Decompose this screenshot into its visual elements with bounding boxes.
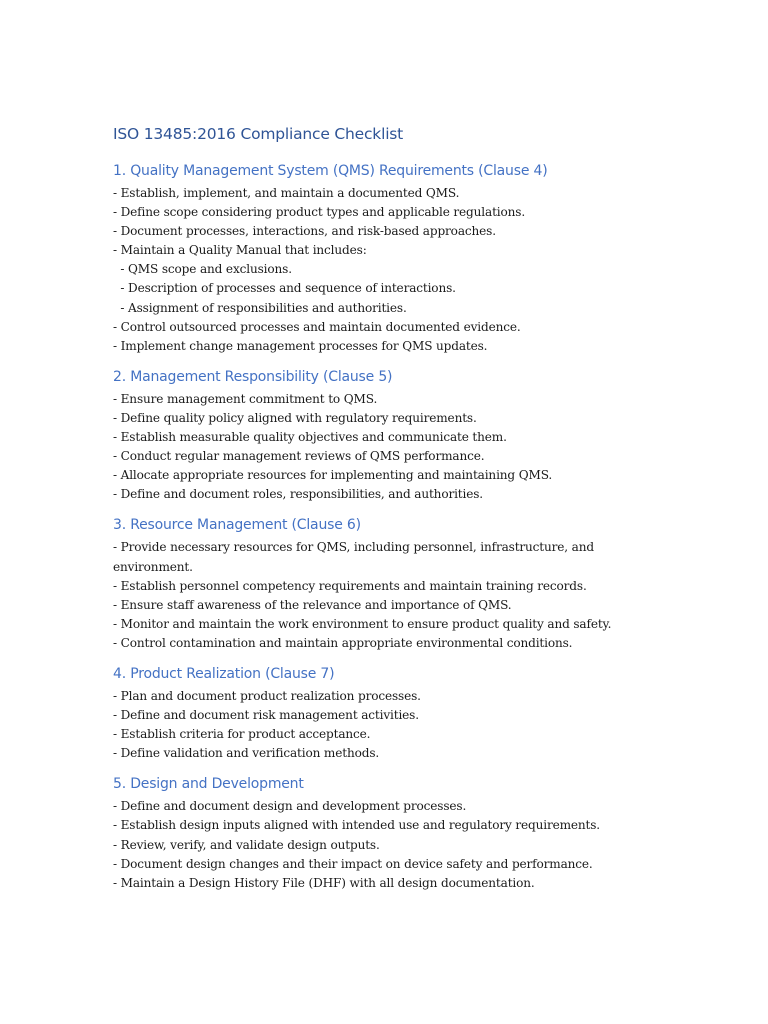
checklist-item: - Allocate appropriate resources for implementing and maintaining QMS. [113, 468, 553, 483]
checklist-subitem: - QMS scope and exclusions. [113, 262, 292, 277]
checklist-item: - Establish personnel competency requirements and maintain training records. [113, 578, 587, 593]
checklist-item: - Define and document roles, responsibilities, and authorities. [113, 487, 483, 502]
checklist-item: - Conduct regular management reviews of QMS performance. [113, 449, 485, 464]
checklist-item: - Implement change management processes for QMS updates. [113, 338, 488, 353]
checklist-item: - Establish design inputs aligned with intended use and regulatory requirements. [113, 818, 601, 833]
checklist-item: - Control outsourced processes and maintain documented evidence. [113, 319, 521, 334]
checklist-item: - Control contamination and maintain appropriate environmental conditions. [113, 635, 573, 650]
checklist-item: - Define scope considering product types and applicable regulations. [113, 205, 526, 220]
checklist-item: - Define quality policy aligned with regulatory requirements. [113, 410, 477, 425]
document-title: ISO 13485:2016 Compliance Checklist [113, 125, 404, 143]
section-heading: 2. Management Responsibility (Clause 5) [113, 368, 393, 385]
checklist-item: - Ensure staff awareness of the relevance and importance of QMS. [113, 597, 512, 612]
checklist-item: - Define and document risk management activities. [113, 708, 419, 723]
section-management [113, 366, 668, 505]
checklist [113, 390, 668, 505]
checklist [113, 797, 668, 892]
section-product [113, 663, 668, 763]
checklist-item: - Maintain a Design History File (DHF) with all design documentation. [113, 875, 535, 890]
checklist-item: - Ensure management commitment to QMS. [113, 391, 378, 406]
checklist-item: - Establish, implement, and maintain a documented QMS. [113, 186, 460, 200]
section-heading: 3. Resource Management (Clause 6) [113, 517, 361, 534]
section-resource [113, 514, 668, 653]
section-qms [113, 160, 668, 356]
checklist [113, 687, 668, 763]
checklist-item: - Establish criteria for product acceptance. [113, 727, 371, 742]
checklist [113, 538, 668, 653]
checklist-item: - Define and document design and development processes. [113, 799, 467, 814]
checklist [113, 184, 668, 356]
section-heading: 5. Design and Development [113, 776, 304, 793]
section-heading: 1. Quality Management System (QMS) Requirements (Clause 4) [113, 163, 548, 179]
checklist-item: - Define validation and verification methods. [113, 746, 380, 761]
section-heading: 4. Product Realization (Clause 7) [113, 665, 335, 682]
checklist-item: - Maintain a Quality Manual that includes: [113, 243, 367, 258]
checklist-subitem: - Assignment of responsibilities and authorities. [113, 300, 407, 315]
checklist-item: - Document processes, interactions, and risk-based approaches. [113, 224, 496, 239]
checklist-item: - Review, verify, and validate design outputs. [113, 837, 380, 852]
checklist-item: - Establish measurable quality objectives and communicate them. [113, 430, 507, 445]
checklist-item: - Plan and document product realization processes. [113, 688, 421, 703]
checklist-item: - Provide necessary resources for QMS, including personnel, infrastructure, and environment. [113, 540, 598, 574]
checklist-item: - Document design changes and their impact on device safety and performance. [113, 856, 593, 871]
checklist-subitem: - Description of processes and sequence of interactions. [113, 281, 456, 296]
section-design [113, 773, 668, 892]
checklist-item: - Monitor and maintain the work environment to ensure product quality and safety. [113, 616, 612, 631]
